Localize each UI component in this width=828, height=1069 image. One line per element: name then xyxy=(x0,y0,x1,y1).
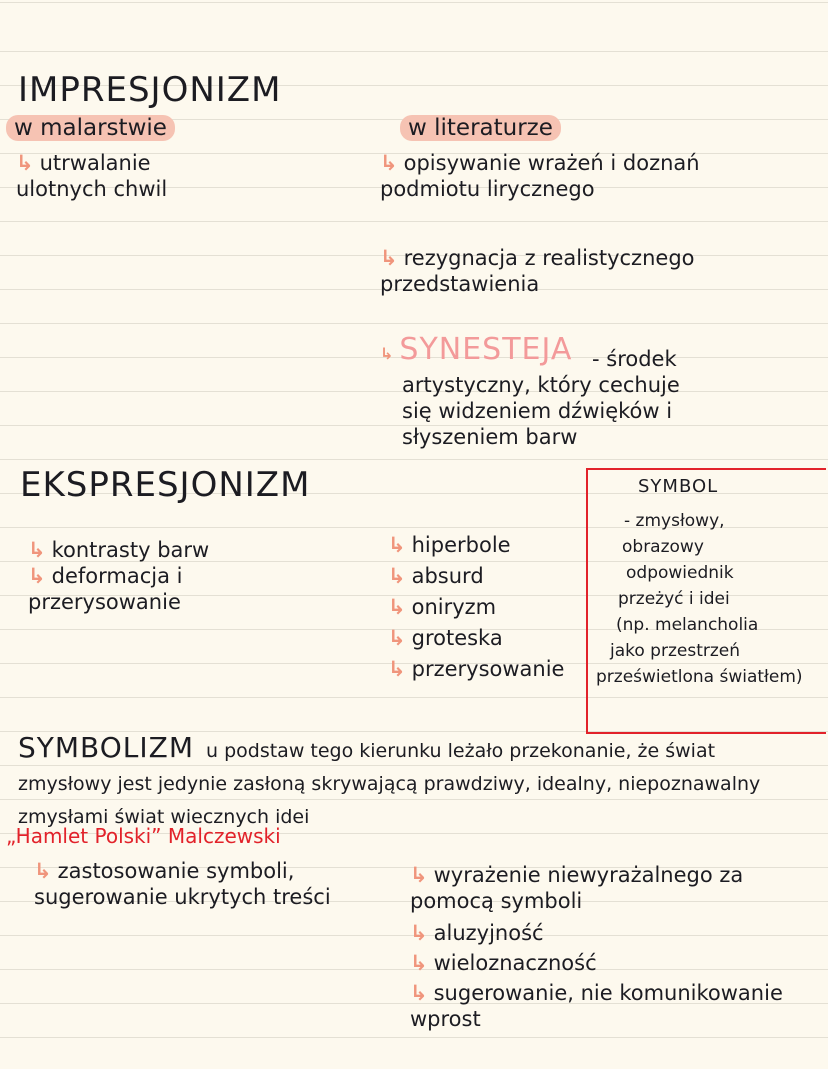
symbol-box-line: jako przestrzeń xyxy=(610,641,741,661)
ekspresjonizm-right-list xyxy=(388,530,564,685)
malarstwo-item-text: utrwalanie ulotnych chwil xyxy=(16,151,168,201)
malarstwo-item xyxy=(16,150,236,202)
list-item-text: absurd xyxy=(411,564,484,588)
arrow-icon: ↳ xyxy=(388,595,406,619)
symbolizm-title: SYMBOLIZM xyxy=(18,731,194,764)
impresjonizm-title: IMPRESJONIZM xyxy=(18,70,282,110)
arrow-icon: ↳ xyxy=(28,538,46,562)
ekspresjonizm-left-list xyxy=(28,537,268,615)
list-item xyxy=(410,980,810,1032)
arrow-icon: ↳ xyxy=(388,657,406,681)
symbolizm-right-list xyxy=(410,862,810,1032)
symbolizm-intro: u podstaw tego kierunku leżało przekonanie, że świat zmysłowy jest jedynie zasłoną skrywającą prawdziwy, idealny, niepoznawalny zmysłami świat wiecznych idei xyxy=(18,740,761,828)
symbolizm-left-item xyxy=(34,858,354,910)
symbol-box-line: prześwietlona światłem) xyxy=(596,667,803,687)
list-item xyxy=(28,537,268,563)
list-item-text: przerysowanie xyxy=(411,657,565,681)
list-item-text: sugerowanie, nie komunikowanie wprost xyxy=(410,981,783,1031)
arrow-icon: ↳ xyxy=(380,151,398,175)
symbol-box-line: odpowiednik xyxy=(626,563,734,583)
list-item xyxy=(388,654,564,685)
arrow-icon: ↳ xyxy=(410,921,428,945)
list-item-text: groteska xyxy=(411,626,503,650)
hamlet-quote: „Hamlet Polski” Malczewski xyxy=(6,824,281,848)
arrow-icon: ↳ xyxy=(410,981,428,1005)
arrow-icon: ↳ xyxy=(380,344,394,363)
symbol-box-line: - zmysłowy, xyxy=(624,511,725,531)
arrow-icon: ↳ xyxy=(388,533,406,557)
symbolizm-left-item-text: zastosowanie symboli, sugerowanie ukrytych treści xyxy=(34,859,331,909)
symbol-box-line: (np. melancholia xyxy=(616,615,759,635)
arrow-icon: ↳ xyxy=(16,151,34,175)
symbol-box-title: SYMBOL xyxy=(638,476,719,497)
arrow-icon: ↳ xyxy=(388,564,406,588)
synestezja-term: SYNESTEJA xyxy=(399,332,573,367)
list-item xyxy=(410,950,810,980)
list-item-text: wieloznaczność xyxy=(433,951,597,975)
list-item xyxy=(410,862,810,920)
symbol-definition-box xyxy=(586,468,826,734)
synestezja-definition: - środek artystyczny, który cechuje się widzeniem dźwięków i słyszeniem barw xyxy=(402,347,680,449)
arrow-icon: ↳ xyxy=(388,626,406,650)
arrow-icon: ↳ xyxy=(34,859,52,883)
literatura-item-2 xyxy=(380,245,720,297)
list-item-text: oniryzm xyxy=(411,595,497,619)
list-item xyxy=(388,530,564,561)
literatura-heading-label: w literaturze xyxy=(400,115,561,141)
list-item-text: aluzyjność xyxy=(433,921,544,945)
ekspresjonizm-title: EKSPRESJONIZM xyxy=(20,465,311,505)
list-item-text: deformacja i przerysowanie xyxy=(28,564,183,614)
list-item xyxy=(410,920,810,950)
list-item-text: hiperbole xyxy=(411,533,511,557)
arrow-icon: ↳ xyxy=(410,951,428,975)
symbol-box-body xyxy=(596,508,803,690)
malarstwo-heading xyxy=(6,115,175,141)
malarstwo-heading-label: w malarstwie xyxy=(6,115,175,141)
literatura-item-1-text: opisywanie wrażeń i doznań podmiotu lirycznego xyxy=(380,151,700,201)
literatura-heading xyxy=(400,115,561,141)
symbol-box-line: przeżyć i idei xyxy=(618,589,730,609)
arrow-icon: ↳ xyxy=(380,246,398,270)
list-item xyxy=(388,623,564,654)
literatura-item-1 xyxy=(380,150,740,202)
symbol-box-line: obrazowy xyxy=(622,537,704,557)
list-item xyxy=(28,563,268,615)
symbolizm-intro-block xyxy=(18,732,798,833)
list-item-text: kontrasty barw xyxy=(51,538,210,562)
arrow-icon: ↳ xyxy=(28,564,46,588)
literatura-item-2-text: rezygnacja z realistycznego przedstawienia xyxy=(380,246,695,296)
list-item xyxy=(388,561,564,592)
list-item-text: wyrażenie niewyrażalnego za pomocą symboli xyxy=(410,863,744,913)
list-item xyxy=(388,592,564,623)
arrow-icon: ↳ xyxy=(410,863,428,887)
